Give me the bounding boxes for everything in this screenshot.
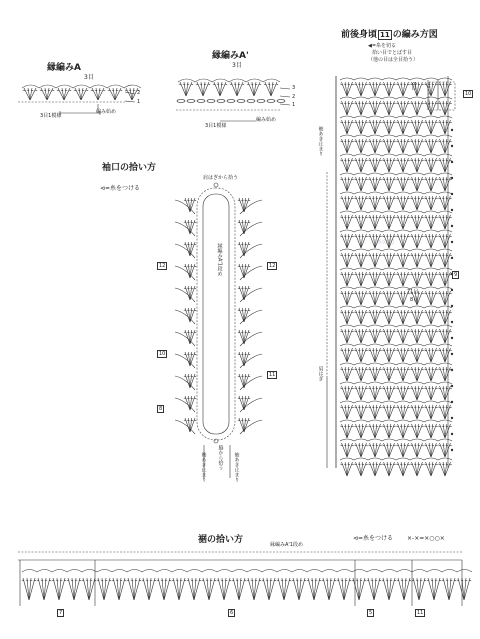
sleeve-bottom-left: 袖あき止まり (200, 452, 207, 482)
hem-legend-symbols: ×-×=×○○× (407, 535, 445, 542)
sleeve-chart (175, 183, 262, 478)
hem-chart (18, 552, 472, 606)
sleeve-left-num-12: 12 (159, 263, 166, 269)
hem-edging-label: 縁編みA'1段め (270, 542, 303, 548)
edging-a-chart (18, 85, 141, 115)
edging-a2-chart (176, 79, 290, 121)
sleeve-left-num-10: 10 (159, 351, 166, 357)
body-legend-1: ◀=糸を切る (368, 43, 397, 49)
sleeve-title: 袖口の拾い方 (102, 163, 157, 173)
edging-a2-title: 縁編みA' (212, 51, 249, 61)
edging-a-title: 縁編みA (47, 63, 81, 73)
hem-num-6: 6 (230, 610, 234, 616)
body-chart (327, 76, 455, 476)
edging-a-repeat: 3目 (84, 74, 94, 81)
sleeve-right-num-12: 12 (269, 263, 276, 269)
edging-a2-repeat-bottom: 3目1模様 (205, 123, 227, 129)
edging-a2-repeat: 3目 (232, 62, 242, 69)
body-mid-71: 71目 (407, 289, 419, 295)
edging-a2-row-3: 3 (292, 85, 296, 91)
sleeve-legend: ⊲=糸をつける (100, 185, 141, 192)
watermark: 糸の切 (376, 239, 395, 246)
sleeve-center-label: 縁編みA'1段め (216, 243, 223, 276)
sleeve-left-num-8: 8 (159, 406, 163, 412)
hem-num-5: 5 (369, 610, 373, 616)
body-title-num: 11 (380, 31, 390, 39)
body-legend-2: 拾い目でとばす目 (372, 50, 413, 56)
edging-a2-start-label: 編み始め (256, 117, 277, 123)
body-title-main: 前後身頃 (341, 30, 378, 40)
body-num-9: 9 (454, 272, 458, 278)
edging-a2-row-2: 2 (292, 94, 296, 100)
hem-num-11: 11 (417, 610, 424, 616)
edging-a-repeat-bottom: 3目1模様 (40, 113, 62, 119)
edging-a-row-1: 1 (137, 99, 141, 105)
body-slit-label: 袖あき止まり (317, 126, 324, 156)
sleeve-bottom-right: 袖あき止まり (233, 452, 240, 482)
sleeve-bottom-center: 脇から拾う (217, 445, 224, 470)
sleeve-right-num-11: 11 (269, 372, 276, 378)
body-shoulder-label: 肩はぎ (317, 366, 324, 381)
body-num-10: 10 (465, 91, 472, 97)
hem-num-7: 7 (59, 610, 63, 616)
edging-a-start-label: 編み始め (96, 109, 117, 115)
body-mid-8: 8目 (410, 297, 419, 303)
sleeve-top-note: 肩はぎから拾う (203, 175, 239, 181)
edging-a-row-2: 2 (137, 90, 141, 96)
body-legend-3: （他の目は全目拾う） (368, 57, 419, 63)
body-title-tail: の編み方図 (392, 30, 438, 40)
hem-title: 裾の拾い方 (198, 535, 244, 545)
body-top-8: 8目 (410, 82, 417, 91)
edging-a2-row-1: 1 (292, 102, 296, 108)
hem-legend: ⊲=糸をつける (353, 535, 394, 542)
